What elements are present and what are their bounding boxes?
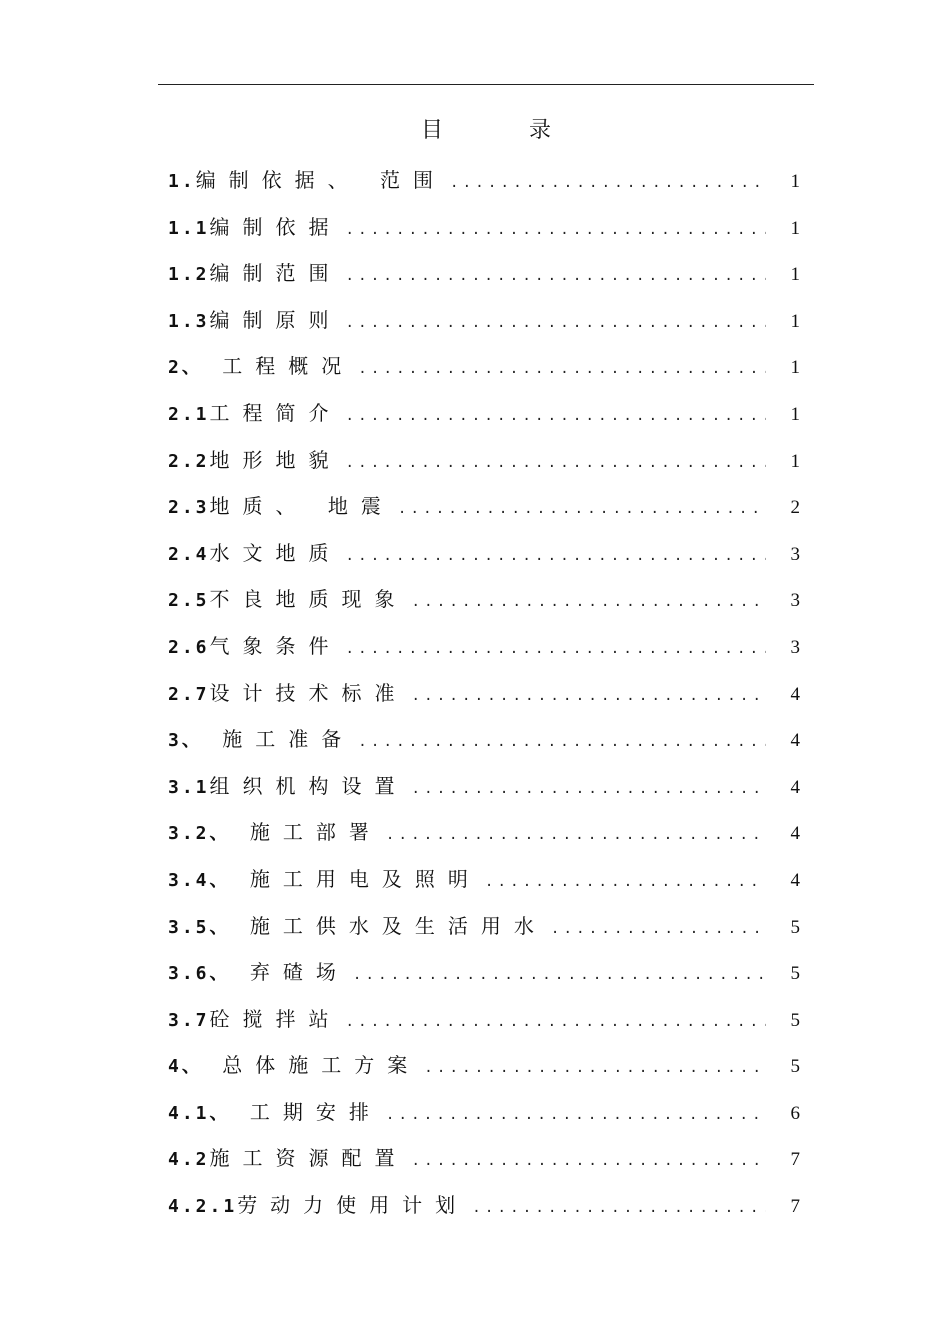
toc-entry[interactable] [168, 673, 800, 720]
toc-entry-label [168, 253, 342, 295]
toc-page-number: 1 [790, 171, 800, 192]
toc-page-number: 1 [790, 264, 800, 286]
toc-entry-number: 1.3 [168, 310, 210, 332]
toc-dot-leader [353, 955, 766, 995]
toc-page-number: 5 [790, 963, 800, 985]
toc-entry-label [168, 300, 342, 342]
toc-entry-number: 2.7 [168, 683, 210, 705]
toc-page-number: 2 [790, 497, 800, 519]
toc-entry-number: 4、 [168, 1056, 203, 1078]
toc-page-number: 1 [790, 403, 800, 425]
toc-entry-label [168, 1092, 382, 1134]
toc-entry-text: 施工供水及生活用水 [230, 913, 547, 938]
toc-dot-leader [412, 1141, 766, 1181]
toc-entry-number: 3.1 [168, 776, 210, 798]
toc-entry-text: 地质、 地震 [209, 494, 394, 519]
toc-entry-label [168, 766, 408, 808]
toc-entry-label [168, 533, 342, 575]
toc-entry[interactable] [168, 1185, 800, 1232]
toc-entry-text: 编制范围 [209, 261, 342, 286]
toc-entry-text: 施工准备 [202, 727, 355, 752]
toc-entry[interactable] [168, 160, 800, 207]
toc-entry-number: 3、 [168, 730, 203, 752]
toc-dot-leader [424, 1048, 766, 1088]
toc-entry-text: 总体施工方案 [202, 1053, 421, 1078]
toc-dot-leader [450, 163, 766, 203]
toc-entry-number: 2.3 [168, 497, 210, 519]
toc-entry-number: 1.2 [168, 264, 210, 286]
toc-page-number: 5 [790, 1009, 800, 1031]
toc-entry-label [168, 673, 408, 715]
toc-entry-text: 弃碴场 [230, 960, 349, 985]
toc-entry-number: 2.1 [168, 403, 210, 425]
toc-entry-text: 设计技术标准 [209, 680, 408, 705]
toc-entry-label [168, 1185, 468, 1227]
toc-entry-number: 3.5、 [168, 916, 231, 938]
toc-entry-label [168, 999, 342, 1041]
toc-entry-text: 水文地质 [209, 540, 342, 565]
toc-entry-text: 施工资源配置 [209, 1146, 408, 1171]
toc-entry[interactable] [168, 486, 800, 533]
toc-entry-text: 砼搅拌站 [209, 1006, 342, 1031]
toc-entry[interactable] [168, 719, 800, 766]
toc-entry-number: 4.2 [168, 1149, 210, 1171]
toc-entry[interactable] [168, 207, 800, 254]
toc-dot-leader [346, 210, 766, 250]
toc-entry-label [168, 207, 342, 249]
toc-entry-text: 工程概况 [202, 354, 355, 379]
toc-page-number: 4 [790, 683, 800, 705]
toc-entry-label [168, 952, 349, 994]
toc-entry-label [168, 346, 354, 388]
toc-dot-leader [358, 722, 766, 762]
toc-page-number: 1 [790, 357, 800, 379]
toc-dot-leader [346, 396, 766, 436]
toc-dot-leader [346, 629, 766, 669]
toc-page-number: 1 [790, 310, 800, 332]
toc-entry-text: 组织机构设置 [209, 773, 408, 798]
toc-entry-number: 1.1 [168, 217, 210, 239]
toc-page-number: 7 [790, 1196, 800, 1218]
toc-page-number: 4 [790, 776, 800, 798]
toc-entry-text: 编制依据、 范围 [195, 168, 447, 192]
toc-entry-label [168, 160, 446, 202]
toc-page-number: 3 [790, 590, 800, 612]
toc-entry[interactable] [168, 393, 800, 440]
toc-entry[interactable] [168, 1045, 800, 1092]
toc-entry[interactable] [168, 253, 800, 300]
header-rule [158, 84, 814, 85]
toc-entry-label [168, 719, 354, 761]
toc-dot-leader [346, 303, 766, 343]
toc-entry-label [168, 1138, 408, 1180]
toc-dot-leader [346, 256, 766, 296]
toc-entry-number: 2.4 [168, 543, 210, 565]
toc-entry-number: 3.6、 [168, 963, 231, 985]
toc-page-number: 1 [790, 450, 800, 472]
toc-entry[interactable] [168, 346, 800, 393]
toc-page-number: 3 [790, 543, 800, 565]
toc-dot-leader [358, 349, 766, 389]
toc-entry[interactable] [168, 626, 800, 673]
toc-entry-text: 劳动力使用计划 [237, 1193, 469, 1218]
toc-entry-label [168, 486, 394, 528]
toc-page-number: 5 [790, 916, 800, 938]
toc-entry-text: 编制依据 [209, 214, 342, 239]
toc-entry[interactable] [168, 952, 800, 999]
toc-entry-number: 4.2.1 [168, 1196, 238, 1218]
toc-dot-leader [485, 862, 766, 902]
toc-page-number: 4 [790, 869, 800, 891]
toc-entry[interactable] [168, 906, 800, 953]
toc-entry[interactable] [168, 440, 800, 487]
toc-dot-leader [472, 1188, 766, 1228]
toc-entry-number: 1. [168, 171, 196, 192]
toc-entry-text: 不良地质现象 [209, 587, 408, 612]
toc-entry-number: 2.5 [168, 590, 210, 612]
toc-title: 目录 [420, 118, 637, 143]
toc-dot-leader [346, 1002, 766, 1042]
toc-dot-leader [386, 1095, 766, 1135]
toc-entry[interactable] [168, 766, 800, 813]
toc-entry[interactable] [168, 1138, 800, 1185]
toc-entry-text: 编制原则 [209, 307, 342, 332]
toc-list [168, 160, 800, 1232]
toc-page-number: 4 [790, 730, 800, 752]
toc-entry-label [168, 579, 408, 621]
toc-entry-label [168, 859, 481, 901]
toc-entry-number: 3.7 [168, 1009, 210, 1031]
toc-entry-text: 工程简介 [209, 400, 342, 425]
toc-entry-text: 工期安排 [230, 1099, 382, 1124]
toc-entry-text: 施工用电及照明 [230, 866, 481, 891]
toc-entry-label [168, 812, 382, 854]
toc-entry-number: 4.1、 [168, 1102, 231, 1124]
toc-page-number: 5 [790, 1056, 800, 1078]
toc-dot-leader [412, 769, 766, 809]
toc-entry[interactable] [168, 999, 800, 1046]
toc-page-number: 1 [790, 217, 800, 239]
toc-dot-leader [551, 909, 766, 949]
toc-entry-label [168, 393, 342, 435]
toc-entry[interactable] [168, 300, 800, 347]
toc-entry[interactable] [168, 1092, 800, 1139]
toc-entry-number: 3.4、 [168, 869, 231, 891]
toc-entry[interactable] [168, 859, 800, 906]
toc-entry-number: 3.2、 [168, 823, 231, 845]
toc-entry-label [168, 626, 342, 668]
toc-dot-leader [398, 489, 766, 529]
toc-page-number: 3 [790, 636, 800, 658]
toc-entry-text: 气象条件 [209, 633, 342, 658]
toc-dot-leader [386, 815, 766, 855]
toc-entry-text: 地形地貌 [209, 447, 342, 472]
toc-dot-leader [346, 536, 766, 576]
toc-entry[interactable] [168, 533, 800, 580]
toc-entry-number: 2.6 [168, 636, 210, 658]
toc-entry-number: 2.2 [168, 450, 210, 472]
toc-dot-leader [412, 582, 766, 622]
toc-entry[interactable] [168, 579, 800, 626]
toc-page-number: 7 [790, 1149, 800, 1171]
toc-entry-number: 2、 [168, 357, 203, 379]
toc-entry-label [168, 906, 547, 948]
toc-page-number: 6 [790, 1102, 800, 1124]
toc-dot-leader [412, 676, 766, 716]
toc-entry-label [168, 440, 342, 482]
toc-dot-leader [346, 443, 766, 483]
toc-entry[interactable] [168, 812, 800, 859]
toc-entry-text: 施工部署 [230, 820, 382, 845]
toc-page-number: 4 [790, 823, 800, 845]
toc-entry-label [168, 1045, 420, 1087]
